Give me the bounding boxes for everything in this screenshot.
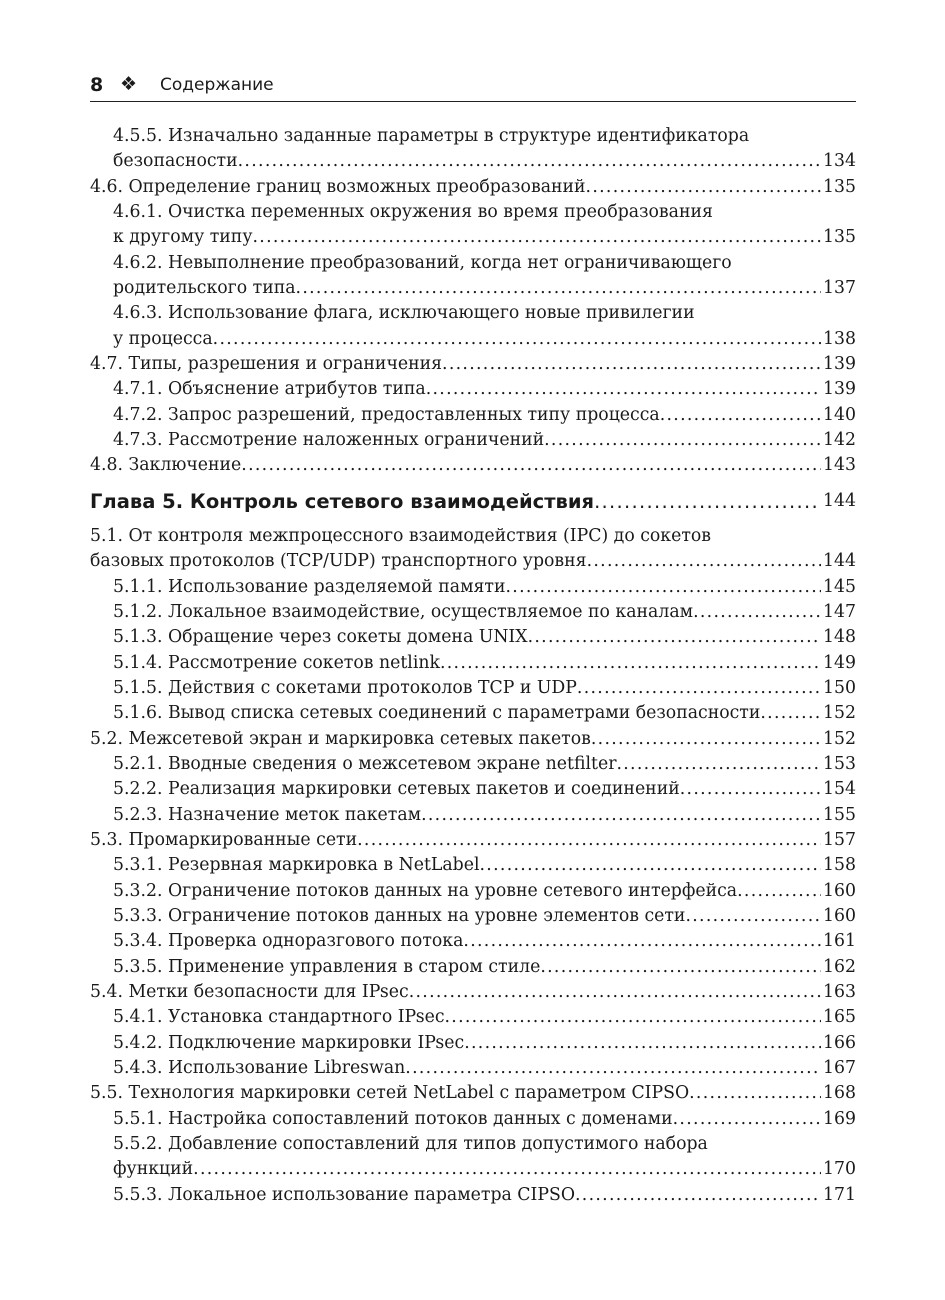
toc-entry bbox=[90, 777, 856, 802]
entry-title: 4.6. Определение границ возможных преобразований bbox=[90, 176, 586, 197]
dot-leader bbox=[241, 453, 821, 478]
page-ref: 168 bbox=[823, 1083, 856, 1104]
toc-entry bbox=[90, 853, 856, 878]
toc-entry bbox=[90, 428, 856, 453]
entry-title: Глава 5. Контроль сетевого взаимодействия bbox=[90, 489, 595, 513]
dot-leader bbox=[591, 727, 821, 752]
page-ref: 135 bbox=[823, 227, 856, 248]
page-ref: 153 bbox=[823, 753, 856, 774]
page-ref: 161 bbox=[823, 931, 856, 952]
dot-leader bbox=[685, 904, 821, 929]
toc-entry bbox=[90, 600, 856, 625]
page-ref: 152 bbox=[823, 728, 856, 749]
toc-entry bbox=[90, 1183, 856, 1208]
toc-entry bbox=[90, 1056, 856, 1081]
dot-leader bbox=[737, 879, 821, 904]
page-ref: 167 bbox=[823, 1057, 856, 1078]
page-ref: 158 bbox=[823, 855, 856, 876]
toc-entry bbox=[90, 149, 856, 174]
page-ref: 140 bbox=[823, 404, 856, 425]
dot-leader bbox=[442, 352, 821, 377]
entry-title: у процесса bbox=[113, 328, 213, 349]
page-ref: 152 bbox=[823, 703, 856, 724]
toc-entry bbox=[90, 1005, 856, 1030]
toc-entry bbox=[90, 701, 856, 726]
entry-title: функций bbox=[113, 1159, 194, 1180]
running-title: Содержание bbox=[160, 75, 274, 95]
dot-leader bbox=[673, 1107, 821, 1132]
entry-title: 4.7.1. Объяснение атрибутов типа bbox=[113, 379, 426, 400]
entry-title: 5.3.4. Проверка одноразгового потока bbox=[113, 931, 464, 952]
dot-leader bbox=[506, 575, 822, 600]
toc-entry bbox=[90, 828, 856, 853]
page-ref: 134 bbox=[823, 151, 856, 172]
dot-leader bbox=[594, 489, 821, 514]
toc-entry bbox=[90, 803, 856, 828]
page-ref: 165 bbox=[823, 1007, 856, 1028]
toc-entry bbox=[90, 352, 856, 377]
page-ref: 143 bbox=[823, 455, 856, 476]
page-ref: 166 bbox=[823, 1032, 856, 1053]
page-ref: 160 bbox=[823, 880, 856, 901]
dot-leader bbox=[253, 225, 822, 250]
toc-entry bbox=[90, 1157, 856, 1182]
dot-leader bbox=[464, 1031, 821, 1056]
entry-title: к другому типу bbox=[113, 227, 253, 248]
dot-leader bbox=[421, 803, 821, 828]
entry-title: 5.1.4. Рассмотрение сокетов netlink bbox=[113, 652, 440, 673]
entry-title: 5.3.1. Резервная маркировка в NetLabel bbox=[113, 855, 480, 876]
toc-entry bbox=[90, 1031, 856, 1056]
toc-entry bbox=[90, 276, 856, 301]
toc-entry bbox=[90, 225, 856, 250]
toc-entry bbox=[90, 904, 856, 929]
toc-entry bbox=[90, 575, 856, 600]
toc-line-continued bbox=[90, 200, 856, 225]
dot-leader bbox=[528, 625, 821, 650]
dot-leader bbox=[689, 1081, 821, 1106]
page-ref: 137 bbox=[823, 277, 856, 298]
entry-title: 5.1. От контроля межпроцессного взаимодействия (IPC) до сокетов bbox=[90, 525, 712, 546]
page-header bbox=[90, 72, 856, 100]
page-ref: 154 bbox=[823, 779, 856, 800]
dot-leader bbox=[426, 377, 821, 402]
toc-entry bbox=[90, 625, 856, 650]
toc-entry bbox=[90, 651, 856, 676]
entry-title: 5.4.1. Установка стандартного IPsec bbox=[113, 1007, 445, 1028]
dot-leader bbox=[409, 980, 821, 1005]
page-ref: 139 bbox=[823, 353, 856, 374]
entry-title: безопасности bbox=[113, 151, 238, 172]
toc-entry bbox=[90, 453, 856, 478]
toc-entry bbox=[90, 175, 856, 200]
entry-title: 5.1.2. Локальное взаимодействие, осуществляемое по каналам bbox=[113, 601, 694, 622]
entry-title: 5.5.1. Настройка сопоставлений потоков данных с доменами bbox=[113, 1108, 673, 1129]
entry-title: 5.4. Метки безопасности для IPsec bbox=[90, 981, 409, 1002]
page-ref: 139 bbox=[823, 379, 856, 400]
toc-entry bbox=[90, 929, 856, 954]
entry-title: 5.4.2. Подключение маркировки IPsec bbox=[113, 1032, 465, 1053]
page-ref: 149 bbox=[823, 652, 856, 673]
page-ref: 157 bbox=[823, 829, 856, 850]
dot-leader bbox=[238, 149, 821, 174]
entry-title: 5.3.3. Ограничение потоков данных на уровне элементов сети bbox=[113, 905, 686, 926]
entry-title: 4.7.3. Рассмотрение наложенных ограничений bbox=[113, 429, 545, 450]
toc-entry bbox=[90, 377, 856, 402]
page-ref: 163 bbox=[823, 981, 856, 1002]
page-ref: 171 bbox=[823, 1184, 856, 1205]
page-ref: 162 bbox=[823, 956, 856, 977]
entry-title: родительского типа bbox=[113, 277, 296, 298]
page-ref: 155 bbox=[823, 804, 856, 825]
entry-title: 5.1.3. Обращение через сокеты домена UNIX bbox=[113, 627, 528, 648]
page-ref: 144 bbox=[823, 551, 856, 572]
toc-entry bbox=[90, 549, 856, 574]
dot-leader bbox=[616, 752, 821, 777]
toc-entry bbox=[90, 879, 856, 904]
dot-leader bbox=[577, 676, 821, 701]
entry-title: 4.6.3. Использование флага, исключающего новые привилегии bbox=[113, 303, 695, 324]
entry-title: 5.3. Промаркированные сети bbox=[90, 829, 358, 850]
toc-entry bbox=[90, 955, 856, 980]
toc-line-continued bbox=[90, 301, 856, 326]
page-ref: 138 bbox=[823, 328, 856, 349]
dot-leader bbox=[213, 327, 821, 352]
dot-leader bbox=[680, 777, 821, 802]
toc-line-continued bbox=[90, 124, 856, 149]
dot-leader bbox=[544, 428, 821, 453]
entry-title: 5.3.2. Ограничение потоков данных на уровне сетевого интерфейса bbox=[113, 880, 738, 901]
dot-leader bbox=[463, 929, 821, 954]
dot-leader bbox=[760, 701, 821, 726]
toc-entry bbox=[90, 1107, 856, 1132]
entry-title: 5.5.3. Локальное использование параметра CIPSO bbox=[113, 1184, 575, 1205]
entry-title: 5.5. Технология маркировки сетей NetLabel с параметром CIPSO bbox=[90, 1083, 690, 1104]
toc-entry bbox=[90, 980, 856, 1005]
toc-entry bbox=[90, 327, 856, 352]
dot-leader bbox=[693, 600, 821, 625]
toc-line-continued bbox=[90, 1132, 856, 1157]
dot-leader bbox=[296, 276, 821, 301]
entry-title: базовых протоколов (TCP/UDP) транспортного уровня bbox=[90, 551, 587, 572]
entry-title: 5.4.3. Использование Libreswan bbox=[113, 1057, 406, 1078]
entry-title: 5.2.3. Назначение меток пакетам bbox=[113, 804, 422, 825]
entry-title: 4.5.5. Изначально заданные параметры в структуре идентификатора bbox=[113, 126, 750, 146]
entry-title: 5.1.6. Вывод списка сетевых соединений с параметрами безопасности bbox=[113, 703, 761, 724]
page-ref: 147 bbox=[823, 601, 856, 622]
entry-title: 4.7.2. Запрос разрешений, предоставленных типу процесса bbox=[113, 404, 660, 425]
dot-leader bbox=[480, 853, 821, 878]
dot-leader bbox=[357, 828, 821, 853]
entry-title: 4.6.1. Очистка переменных окружения во время преобразования bbox=[113, 201, 713, 222]
entry-title: 4.8. Заключение bbox=[90, 455, 242, 476]
dot-leader bbox=[440, 651, 821, 676]
toc-entry bbox=[90, 752, 856, 777]
entry-title: 5.2.1. Вводные сведения о межсетевом экране netfilter bbox=[113, 753, 617, 774]
entry-title: 5.5.2. Добавление сопоставлений для типов допустимого набора bbox=[113, 1133, 708, 1154]
header-rule bbox=[90, 101, 856, 102]
chapter-heading bbox=[90, 489, 856, 514]
page-ref: 148 bbox=[823, 627, 856, 648]
page-ref: 160 bbox=[823, 905, 856, 926]
dot-leader bbox=[587, 549, 821, 574]
page-ref: 150 bbox=[823, 677, 856, 698]
dot-leader bbox=[193, 1157, 821, 1182]
page-ref: 170 bbox=[823, 1159, 856, 1180]
page-ref: 169 bbox=[823, 1108, 856, 1129]
page-ref: 145 bbox=[823, 576, 856, 597]
dot-leader bbox=[586, 175, 821, 200]
toc-entry bbox=[90, 676, 856, 701]
page-ref: 142 bbox=[823, 429, 856, 450]
entry-title: 5.1.5. Действия с сокетами протоколов TCP и UDP bbox=[113, 677, 577, 698]
dot-leader bbox=[540, 955, 821, 980]
dot-leader bbox=[405, 1056, 821, 1081]
entry-title: 5.2.2. Реализация маркировки сетевых пакетов и соединений bbox=[113, 779, 680, 800]
dot-leader bbox=[445, 1005, 822, 1030]
entry-title: 5.3.5. Применение управления в старом стиле bbox=[113, 956, 541, 977]
page-ref: 135 bbox=[823, 176, 856, 197]
dot-leader bbox=[660, 403, 821, 428]
entry-title: 4.7. Типы, разрешения и ограничения bbox=[90, 353, 443, 374]
dot-leader bbox=[575, 1183, 821, 1208]
entry-title: 5.2. Межсетевой экран и маркировка сетевых пакетов bbox=[90, 728, 591, 749]
toc-line-continued bbox=[90, 251, 856, 276]
entry-title: 4.6.2. Невыполнение преобразований, когда нет ограничивающего bbox=[113, 252, 732, 273]
toc-line-continued bbox=[90, 524, 856, 549]
toc-entry bbox=[90, 727, 856, 752]
toc-entry bbox=[90, 403, 856, 428]
page-number: 8 bbox=[90, 74, 104, 96]
ornament-icon: ❖ bbox=[120, 73, 138, 95]
entry-title: 5.1.1. Использование разделяемой памяти bbox=[113, 576, 506, 597]
page-ref: 144 bbox=[823, 490, 856, 511]
toc-entry bbox=[90, 1081, 856, 1106]
